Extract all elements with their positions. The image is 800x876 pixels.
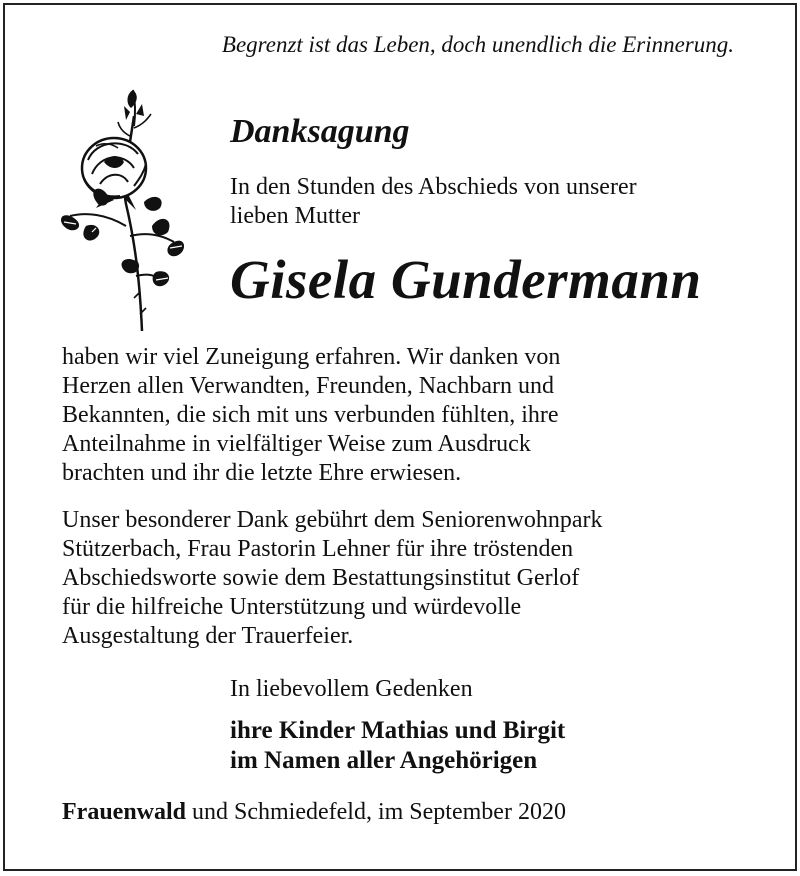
signer-line: ihre Kinder Mathias und Birgit xyxy=(230,717,566,744)
place-rest: und Schmiedefeld, im September 2020 xyxy=(186,799,566,825)
signer-line: im Namen aller Angehörigen xyxy=(230,747,538,774)
paragraph-line: brachten und ihr die letzte Ehre erwiesen. xyxy=(62,460,462,486)
paragraph-line: Anteilnahme in vielfältiger Weise zum Ausdruck xyxy=(62,431,531,457)
place-date xyxy=(62,799,566,826)
thanks-paragraph-1 xyxy=(62,343,560,488)
place-name: Frauenwald xyxy=(62,799,187,825)
closing-phrase: In liebevollem Gedenken xyxy=(230,676,473,702)
paragraph-line: Ausgestaltung der Trauerfeier. xyxy=(62,623,354,649)
signers xyxy=(230,716,565,776)
paragraph-line: Bekannten, die sich mit uns verbunden fühlten, ihre xyxy=(62,402,559,428)
thanks-paragraph-2 xyxy=(62,506,603,651)
heading: Danksagung xyxy=(230,113,410,150)
intro-text xyxy=(230,173,750,231)
intro-line: lieben Mutter xyxy=(230,203,360,229)
intro-line: In den Stunden des Abschieds von unserer xyxy=(230,174,637,200)
paragraph-line: haben wir viel Zuneigung erfahren. Wir danken von xyxy=(62,344,561,370)
paragraph-line: Abschiedsworte sowie dem Bestattungsinstitut Gerlof xyxy=(62,565,580,591)
paragraph-line: Stützerbach, Frau Pastorin Lehner für ihre tröstenden xyxy=(62,536,574,562)
paragraph-line: Unser besonderer Dank gebührt dem Seniorenwohnpark xyxy=(62,507,603,533)
paragraph-line: Herzen allen Verwandten, Freunden, Nachbarn und xyxy=(62,373,555,399)
paragraph-line: für die hilfreiche Unterstützung und würdevolle xyxy=(62,594,522,620)
rose-icon xyxy=(56,86,186,331)
deceased-name: Gisela Gundermann xyxy=(230,249,702,310)
motto: Begrenzt ist das Leben, doch unendlich die Erinnerung. xyxy=(221,32,734,57)
